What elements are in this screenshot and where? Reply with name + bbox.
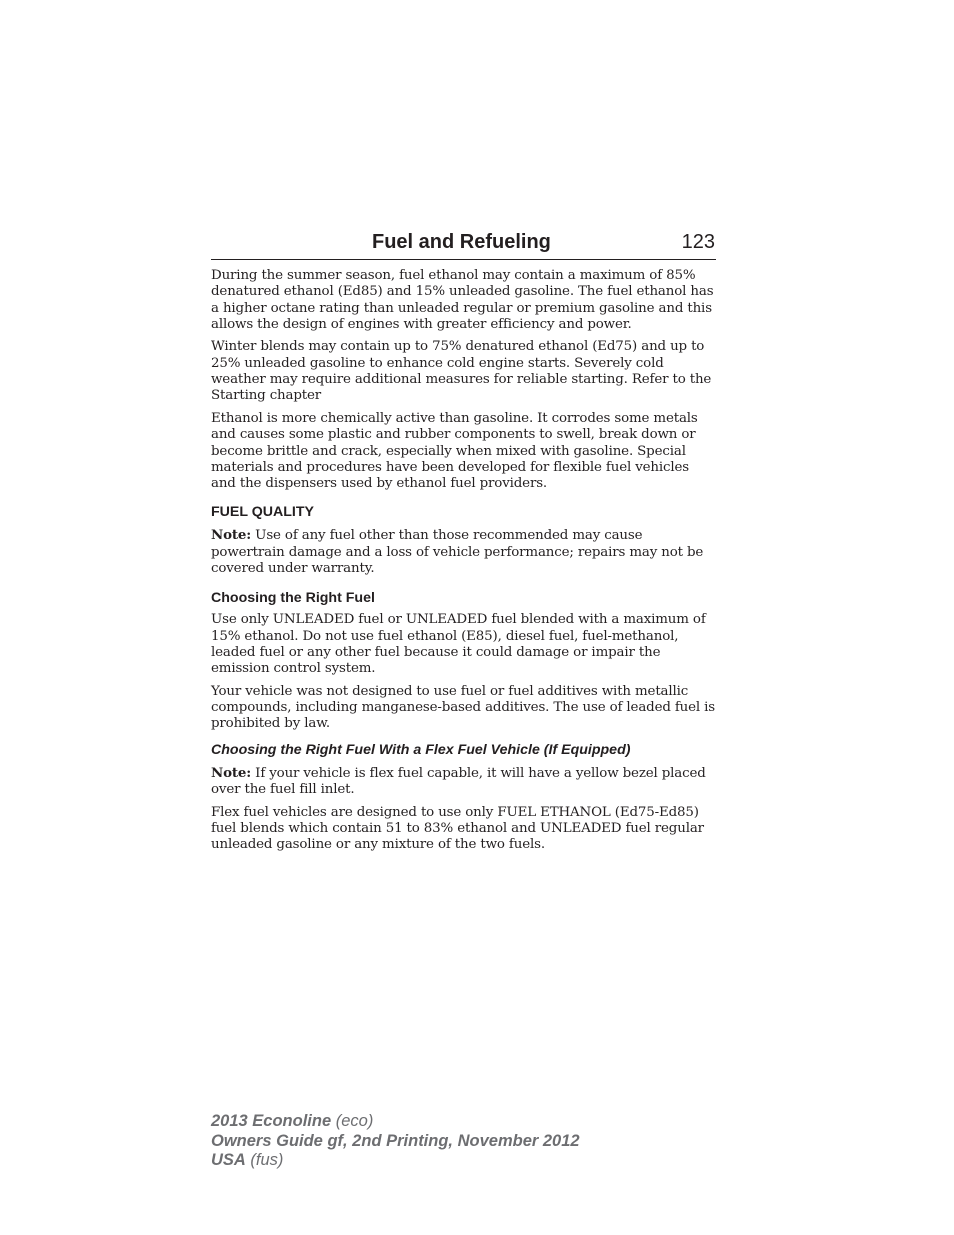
footer-market: USA bbox=[211, 1151, 246, 1169]
footer-model-line bbox=[211, 1112, 580, 1132]
page-content bbox=[211, 268, 716, 854]
note-label: Note: bbox=[211, 527, 252, 544]
footer-model: 2013 Econoline bbox=[211, 1112, 332, 1130]
page-header bbox=[211, 229, 716, 260]
fuel-quality-heading: FUEL QUALITY bbox=[211, 504, 314, 521]
paragraph-ethanol-activity: Ethanol is more chemically active than gasoline. It corrodes some metals and causes some plastic and rubber components to swell, break down or become brittle and crack, especially when mixed with gasoline. Special materials and procedures have been developed for flexible fuel vehicles and the dispensers used by ethanol fuel providers. bbox=[211, 410, 698, 492]
note-warranty bbox=[211, 527, 716, 577]
note-text: If your vehicle is flex fuel capable, it will have a yellow bezel placed over the fuel fill inlet. bbox=[211, 765, 706, 798]
page-footer bbox=[211, 1112, 580, 1171]
flex-fuel-heading: Choosing the Right Fuel With a Flex Fuel Vehicle (If Equipped) bbox=[211, 741, 631, 758]
paragraph-winter-blends: Winter blends may contain up to 75% denatured ethanol (Ed75) and up to 25% unleaded gasoline to enhance cold engine starts. Severely cold weather may require additional measures for reliable starting. Refer to the Starting chapter bbox=[211, 339, 712, 404]
note-yellow-bezel bbox=[211, 765, 716, 799]
footer-market-code: (fus) bbox=[245, 1151, 284, 1169]
note-label: Note: bbox=[211, 764, 252, 781]
page-number: 123 bbox=[681, 231, 715, 253]
footer-market-line bbox=[211, 1151, 580, 1171]
chapter-title: Fuel and Refueling bbox=[372, 231, 551, 253]
footer-printing-line: Owners Guide gf, 2nd Printing, November 2012 bbox=[211, 1131, 580, 1150]
paragraph-summer-blends: During the summer season, fuel ethanol may contain a maximum of 85% denatured ethanol (Ed85) and 15% unleaded gasoline. The fuel ethanol has a higher octane rating than unleaded regular or premium gasoline and this allows the design of engines with greater efficiency and power. bbox=[211, 268, 714, 332]
footer-model-code: (eco) bbox=[331, 1112, 374, 1130]
choosing-right-fuel-heading: Choosing the Right Fuel bbox=[211, 590, 375, 607]
paragraph-flex-fuel-blends: Flex fuel vehicles are designed to use only FUEL ETHANOL (Ed75-Ed85) fuel blends which contain 51 to 83% ethanol and UNLEADED fuel regular unleaded gasoline or any mixture of the two fuels. bbox=[211, 804, 704, 853]
paragraph-metallic-additives: Your vehicle was not designed to use fuel or fuel additives with metallic compounds, including manganese-based additives. The use of leaded fuel is prohibited by law. bbox=[211, 683, 716, 732]
note-text: Use of any fuel other than those recommended may cause powertrain damage and a loss of vehicle performance; repairs may not be covered under warranty. bbox=[211, 528, 704, 577]
paragraph-unleaded-only: Use only UNLEADED fuel or UNLEADED fuel blended with a maximum of 15% ethanol. Do not use fuel ethanol (E85), diesel fuel, fuel-methanol, leaded fuel or any other fuel because it could damage or impair the emission control system. bbox=[211, 612, 706, 677]
